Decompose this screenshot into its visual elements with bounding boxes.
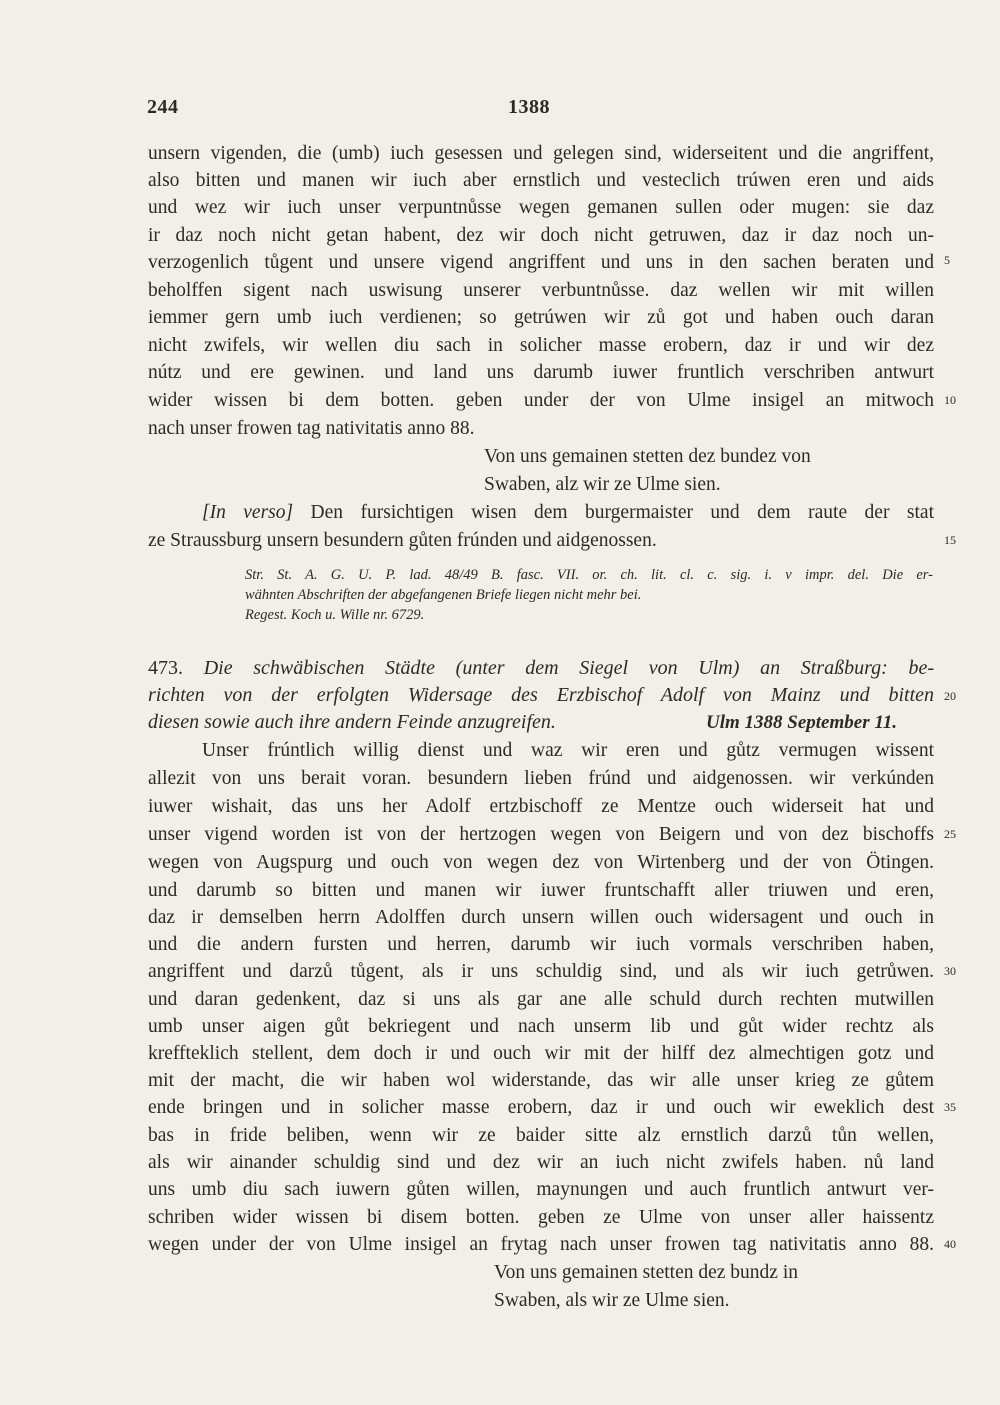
document-number: 473. <box>148 657 183 679</box>
text-line: unser vigend worden ist von der hertzogen wegen von Beigern und von dez bischoffs <box>148 824 934 845</box>
text-line: wegen under der von Ulme insigel an frytag nach unser frowen tag nativitatis anno 88. <box>148 1234 934 1255</box>
text-line: wider wissen bi dem botten. geben under der von Ulme insigel an mitwoch <box>148 390 934 411</box>
signature-line: Von uns gemainen stetten dez bundz in <box>494 1262 798 1283</box>
document-rubric: diesen sowie auch ihre andern Feinde anzugreifen. <box>148 711 556 733</box>
text-line: allezit von uns berait voran. besundern lieben frúnd und aidgenossen. wir verkúnden <box>148 768 934 789</box>
margin-line-number: 40 <box>944 1237 956 1251</box>
text-line: und wez wir iuch unser verpuntnůsse wegen gemanen sullen oder mugen: sie daz <box>148 197 934 218</box>
text-line: als wir ainander schuldig sind und dez wir an iuch nicht zwifels haben. nů land <box>148 1152 934 1173</box>
document-rubric: richten von der erfolgten Widersage des Erzbischof Adolf von Mainz und bitten <box>148 684 934 706</box>
source-note: Str. St. A. G. U. P. lad. 48/49 B. fasc. VII. or. ch. lit. cl. c. sig. i. v impr. del. Die er- <box>245 567 933 583</box>
text-line: daz ir demselben herrn Adolffen durch unsern willen ouch widersagent und ouch in <box>148 907 934 928</box>
margin-line-number: 35 <box>944 1100 956 1114</box>
running-header-year: 1388 <box>508 96 550 118</box>
text-line: verzogenlich tůgent und unsere vigend angriffent und uns in den sachen beraten und <box>148 252 934 273</box>
text-line: nicht zwifels, wir wellen diu sach in solicher masse erobern, daz ir und wir dez <box>148 335 934 356</box>
margin-line-number: 15 <box>944 533 956 547</box>
verso-text: Den fursichtigen wisen dem burgermaister und dem raute der stat <box>293 502 934 523</box>
signature-line: Von uns gemainen stetten dez bundez von <box>484 446 811 467</box>
text-line: ir daz noch nicht getan habent, dez wir doch nicht getruwen, daz ir daz noch un- <box>148 225 934 246</box>
rubric-text: Die schwäbischen Städte (unter dem Siegel von Ulm) an Straßburg: be- <box>203 657 935 679</box>
margin-line-number: 20 <box>944 689 956 703</box>
source-note: Regest. Koch u. Wille nr. 6729. <box>245 607 425 623</box>
signature-line: Swaben, als wir ze Ulme sien. <box>494 1290 730 1311</box>
margin-line-number: 5 <box>944 253 950 267</box>
verso-address-line <box>202 499 934 526</box>
text-line: also bitten und manen wir iuch aber ernstlich und vesteclich trúwen eren und aids <box>148 170 934 191</box>
text-line: uns umb diu sach iuwern gůten willen, maynungen und auch fruntlich antwurt ver- <box>148 1179 934 1200</box>
text-line: und daran gedenkent, daz si uns als gar ane alle schuld durch rechten mutwillen <box>148 989 934 1010</box>
text-line: iuwer wishait, das uns her Adolf ertzbischoff ze Mentze ouch widerseit hat und <box>148 796 934 817</box>
text-line: kreffteklich stellent, dem doch ir und ouch wir mit der hilff dez almechtigen gotz und <box>148 1043 934 1064</box>
margin-line-number: 30 <box>944 964 956 978</box>
margin-line-number: 25 <box>944 827 956 841</box>
text-line: unsern vigenden, die (umb) iuch gesessen und gelegen sind, widerseitent und die angriffent, <box>148 143 934 164</box>
text-line: angriffent und darzů tůgent, als ir uns schuldig sind, und als wir iuch getrůwen. <box>148 961 934 982</box>
text-line: bas in fride beliben, wenn wir ze baider sitte alz ernstlich darzů tůn wellen, <box>148 1125 934 1146</box>
text-line: Unser frúntlich willig dienst und waz wir eren und gůtz vermugen wissent <box>202 740 934 761</box>
document-date: Ulm 1388 September 11. <box>706 712 898 733</box>
text-line: nach unser frowen tag nativitatis anno 88. <box>148 418 475 439</box>
verso-address-line: ze Straussburg unsern besundern gůten frúnden und aidgenossen. <box>148 530 657 551</box>
document-rubric <box>148 655 934 682</box>
page-number: 244 <box>147 96 179 118</box>
verso-label: [In verso] <box>202 502 294 523</box>
text-line: nútz und ere gewinen. und land uns darumb iuwer fruntlich verschriben antwurt <box>148 362 934 383</box>
text-line: umb unser aigen gůt bekriegent und nach unserm lib und gůt wider rechtz als <box>148 1016 934 1037</box>
source-note: wähnten Abschriften der abgefangenen Briefe liegen nicht mehr bei. <box>245 587 642 603</box>
text-line: und darumb so bitten und manen wir iuwer fruntschafft aller triuwen und eren, <box>148 880 934 901</box>
text-line: wegen von Augspurg und ouch von wegen dez von Wirtenberg und der von Ötingen. <box>148 852 934 873</box>
text-line: beholffen sigent nach uswisung unserer verbuntnůsse. daz wellen wir mit willen <box>148 280 934 301</box>
signature-line: Swaben, alz wir ze Ulme sien. <box>484 474 721 495</box>
text-line: iemmer gern umb iuch verdienen; so getrúwen wir zů got und haben ouch daran <box>148 307 934 328</box>
text-line: und die andern fursten und herren, darumb wir iuch vormals verschriben haben, <box>148 934 934 955</box>
text-line: schriben wider wissen bi disem botten. geben ze Ulme von unser aller haissentz <box>148 1207 934 1228</box>
text-line: ende bringen und in solicher masse erobern, daz ir und ouch wir eweklich dest <box>148 1097 934 1118</box>
text-line: mit der macht, die wir haben wol widerstande, das wir alle unser krieg ze gůtem <box>148 1070 934 1091</box>
margin-line-number: 10 <box>944 393 956 407</box>
